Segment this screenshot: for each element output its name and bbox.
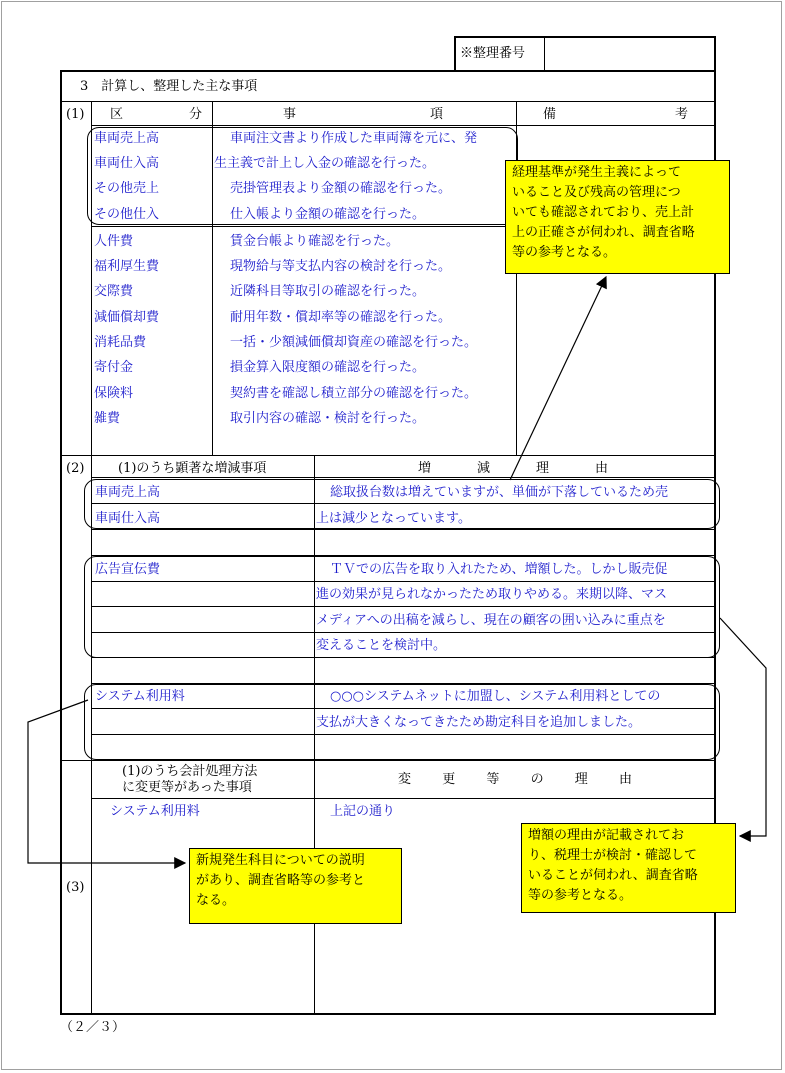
sec2-item-line: 総取扱台数は増えていますが、単価が下落しているため売 [330, 485, 669, 500]
row-label: 消耗品費 [94, 335, 147, 350]
sec2-col-left: (1)のうち顕著な増減事項 [118, 461, 267, 476]
row-text: 売掛管理表より金額の確認を行った。 [230, 181, 452, 196]
sec2-num: (2) [66, 461, 85, 476]
note-line: 上の正確さが伺われ、調査省略 [512, 225, 695, 240]
sec3-col-right-4: の [530, 772, 544, 787]
sec3-item-label: システム利用料 [110, 804, 200, 819]
row-text: 車両注文書より作成した車両簿を元に、発 [230, 131, 478, 146]
sec3-num: (3) [66, 880, 85, 895]
row-text: 耐用年数・償却率等の確認を行った。 [230, 310, 452, 325]
note-line: いること及び残高の管理につ [512, 185, 681, 200]
note-line: 経理基準が発生主義によって [512, 165, 682, 180]
col-jiko-2: 項 [429, 107, 443, 122]
row-label: 雑費 [94, 411, 121, 426]
col-kubun-1: 区 [110, 107, 124, 122]
sec2-item-line: 上は減少となっています。 [316, 511, 471, 526]
seiri-label: ※整理番号 [460, 46, 526, 61]
row-label: その他売上 [94, 181, 160, 196]
note-line: なる。 [196, 893, 236, 908]
sec2-col-right-1: 増 [418, 461, 432, 476]
row-text: 近隣科目等取引の確認を行った。 [230, 284, 426, 299]
sec1-num: (1) [66, 107, 85, 122]
note-line: 新規発生科目についての説明 [196, 853, 365, 868]
row-label: 人件費 [94, 234, 134, 249]
note-line: 等の参考となる。 [512, 245, 617, 260]
sec2-item-label: 広告宣伝費 [95, 562, 161, 577]
row-label: 寄付金 [94, 360, 134, 375]
row-label: 交際費 [94, 284, 134, 299]
sec2-item-line: 変えることを検討中。 [316, 638, 447, 653]
sec3-col-right-1: 変 [398, 772, 412, 787]
note-line: いることが伺われ、調査省略 [528, 868, 698, 883]
sec2-item-label: 車両売上高 [95, 485, 161, 500]
row-text: 現物給与等支払内容の検討を行った。 [230, 259, 452, 274]
arrow-note2 [28, 700, 185, 863]
sec2-item-line: 進の効果が見られなかったため取りやめる。来期以降、マス [316, 587, 668, 602]
row-label: 保険料 [94, 386, 134, 401]
note-line: り、税理士が検討・確認して [528, 848, 698, 863]
row-text: 契約書を確認し積立部分の確認を行った。 [230, 386, 478, 401]
sec3-col-right-5: 理 [574, 772, 588, 787]
sec2-item-line: メディアへの出稿を減らし、現在の顧客の囲い込みに重点を [316, 613, 666, 628]
sec2-item-line: ○○○システムネットに加盟し、システム利用料としての [330, 689, 661, 704]
sec3-col-right-2: 更 [442, 772, 456, 787]
row-text: 損金算入限度額の確認を行った。 [230, 360, 426, 375]
row-text: 一括・少額減価償却資産の確認を行った。 [230, 335, 478, 350]
col-kubun-2: 分 [188, 107, 202, 122]
col-jiko-1: 事 [283, 107, 297, 122]
arrow-note1 [510, 277, 606, 480]
note-line: があり、調査省略等の参考と [196, 873, 366, 888]
col-biko-2: 考 [674, 107, 688, 122]
row-text: 取引内容の確認・検討を行った。 [230, 411, 426, 426]
sec3-col-right-3: 等 [486, 772, 500, 787]
sec2-col-right-2: 減 [476, 461, 490, 476]
sec2-item-label: 車両仕入高 [95, 511, 161, 526]
note-line: 等の参考となる。 [528, 888, 633, 903]
sec2-col-right-3: 理 [535, 461, 549, 476]
sec2-item-line: ＴＶでの広告を取り入れたため、増額した。しかし販売促 [330, 562, 668, 577]
row-label: 福利厚生費 [94, 259, 160, 274]
sec3-col-left-1: (1)のうち会計処理方法 [122, 764, 258, 779]
sec3-col-left-2: に変更等があった事項 [122, 780, 252, 795]
row-text: 生主義で計上し入金の確認を行った。 [214, 156, 436, 171]
page-number: （２／３） [60, 1020, 126, 1035]
row-label: 車両売上高 [94, 131, 160, 146]
sec2-item-label: システム利用料 [95, 689, 185, 704]
sec2-col-right-4: 由 [594, 461, 608, 476]
row-label: その他仕入 [94, 207, 160, 222]
sec3-col-right-6: 由 [618, 772, 632, 787]
col-biko-1: 備 [543, 107, 557, 122]
sec2-item-line: 支払が大きくなってきたため勘定科目を追加しました。 [316, 715, 642, 730]
note-line: 増額の理由が記載されてお [528, 828, 685, 843]
row-label: 車両仕入高 [94, 156, 160, 171]
section-title: 3 計算し、整理した主な事項 [80, 79, 258, 94]
sec3-item-text: 上記の通り [330, 804, 396, 819]
note-line: いても確認されており、売上計 [512, 205, 695, 220]
row-text: 賃金台帳より確認を行った。 [230, 234, 400, 249]
arrow-note3 [720, 618, 766, 836]
row-text: 仕入帳より金額の確認を行った。 [230, 207, 426, 222]
row-label: 減価償却費 [94, 310, 160, 325]
